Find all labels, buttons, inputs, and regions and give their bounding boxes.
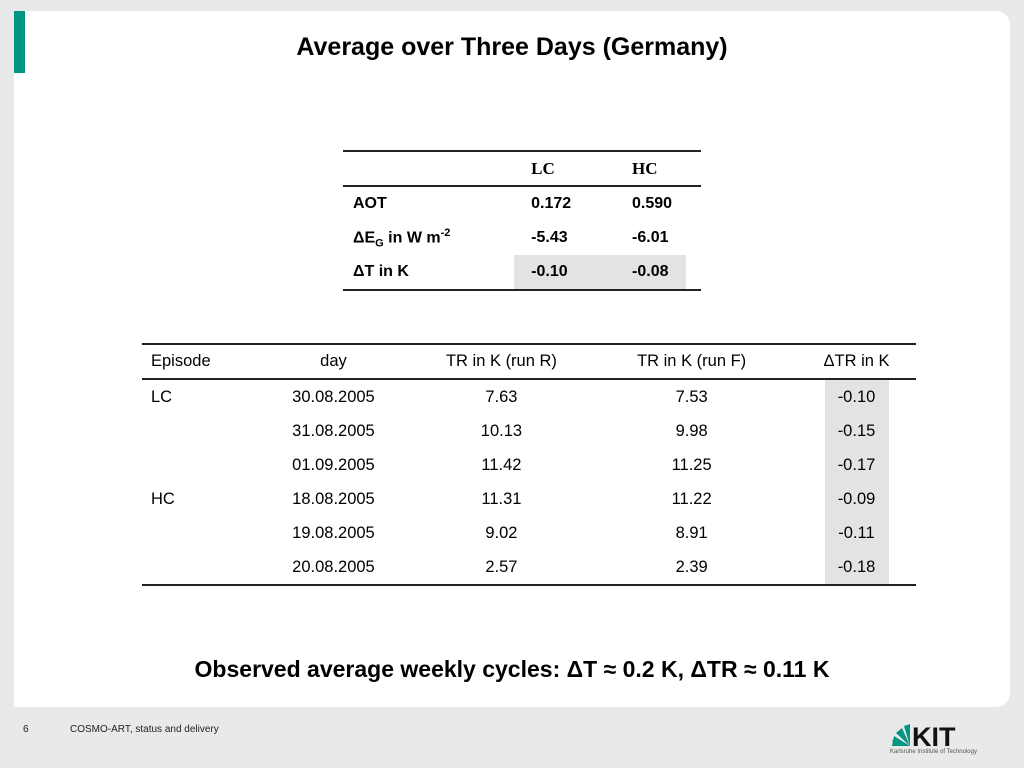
day-cell: 01.09.2005 (292, 455, 375, 474)
delta-tr-value: -0.11 (825, 516, 889, 550)
day-cell: 30.08.2005 (292, 387, 375, 406)
label-mid: in W m (383, 229, 441, 247)
table-row (142, 482, 916, 516)
table-header-row (343, 151, 701, 186)
table-row (142, 414, 916, 448)
episode-cell (142, 550, 250, 585)
day-cell: 31.08.2005 (292, 421, 375, 440)
episode-cell (142, 414, 250, 448)
hc-value (616, 255, 701, 290)
page-number: 6 (23, 724, 29, 735)
run-r-cell: 11.31 (481, 489, 522, 508)
slide (14, 11, 1010, 707)
run-f-cell: 11.22 (671, 489, 712, 508)
run-f-cell: 8.91 (675, 523, 708, 542)
delta-tr-value: -0.09 (825, 482, 889, 516)
table-row (142, 550, 916, 585)
episode-cell (142, 516, 250, 550)
day-cell: 20.08.2005 (292, 557, 375, 576)
observation-note: Observed average weekly cycles: ΔT ≈ 0.2 K, ΔTR ≈ 0.11 K (194, 656, 830, 682)
table-row (343, 221, 701, 255)
delta-tr-cell (797, 414, 916, 448)
run-r-cell: 10.13 (480, 421, 523, 440)
table-header-row (142, 344, 916, 379)
delta-tr-cell (797, 448, 916, 482)
kit-logo-rays-icon (892, 724, 910, 746)
label-subscript: G (375, 237, 384, 250)
day-cell: 18.08.2005 (292, 489, 375, 508)
run-f-cell: 2.39 (675, 557, 708, 576)
delta-tr-value: -0.10 (825, 380, 889, 414)
delta-tr-cell (797, 516, 916, 550)
run-r-cell: 7.63 (485, 387, 518, 406)
episode-cell: HC (151, 489, 175, 508)
delta-tr-cell (797, 379, 916, 414)
episode-cell (142, 448, 250, 482)
header-run-r: TR in K (run R) (417, 344, 587, 379)
table-row (142, 379, 916, 414)
row-label (343, 221, 514, 255)
table-header-cell (343, 151, 514, 186)
day-cell: 19.08.2005 (292, 523, 375, 542)
table-header-cell: HC (616, 151, 701, 186)
summary-table (343, 150, 701, 291)
table-row (142, 516, 916, 550)
delta-tr-cell (797, 550, 916, 585)
kit-logo-text: KIT (912, 722, 956, 752)
run-f-cell: 11.25 (671, 455, 712, 474)
slide-title: Average over Three Days (Germany) (296, 33, 728, 61)
episode-table (142, 343, 916, 586)
hc-value: 0.590 (632, 195, 673, 212)
kit-logo-subtext: Karlsruhe Institute of Technology (890, 749, 977, 755)
run-f-cell: 7.53 (675, 387, 708, 406)
label-superscript: -2 (440, 226, 451, 239)
row-label: ΔT in K (353, 263, 409, 280)
run-r-cell: 11.42 (481, 455, 522, 474)
hc-value-shaded: -0.08 (616, 255, 686, 289)
header-episode: Episode (142, 344, 250, 379)
lc-value: 0.172 (531, 195, 572, 212)
footer-text: COSMO-ART, status and delivery (70, 724, 219, 735)
table-header-cell: LC (514, 151, 616, 186)
run-r-cell: 9.02 (485, 523, 518, 542)
table-row (142, 448, 916, 482)
delta-tr-value: -0.17 (825, 448, 889, 482)
table-row (343, 255, 701, 290)
episode-cell: LC (151, 387, 173, 406)
label-prefix: ΔE (353, 229, 376, 247)
run-r-cell: 2.57 (485, 557, 518, 576)
header-run-f: TR in K (run F) (586, 344, 797, 379)
delta-tr-cell (797, 482, 916, 516)
delta-tr-value: -0.18 (825, 550, 889, 584)
hc-value: -6.01 (632, 229, 669, 246)
delta-tr-value: -0.15 (825, 414, 889, 448)
lc-value: -0.10 (514, 255, 616, 290)
lc-value: -5.43 (531, 229, 568, 246)
run-f-cell: 9.98 (675, 421, 708, 440)
header-delta-tr: ΔTR in K (797, 344, 916, 379)
header-day: day (250, 344, 416, 379)
row-label: AOT (353, 195, 387, 212)
table-row (343, 186, 701, 221)
